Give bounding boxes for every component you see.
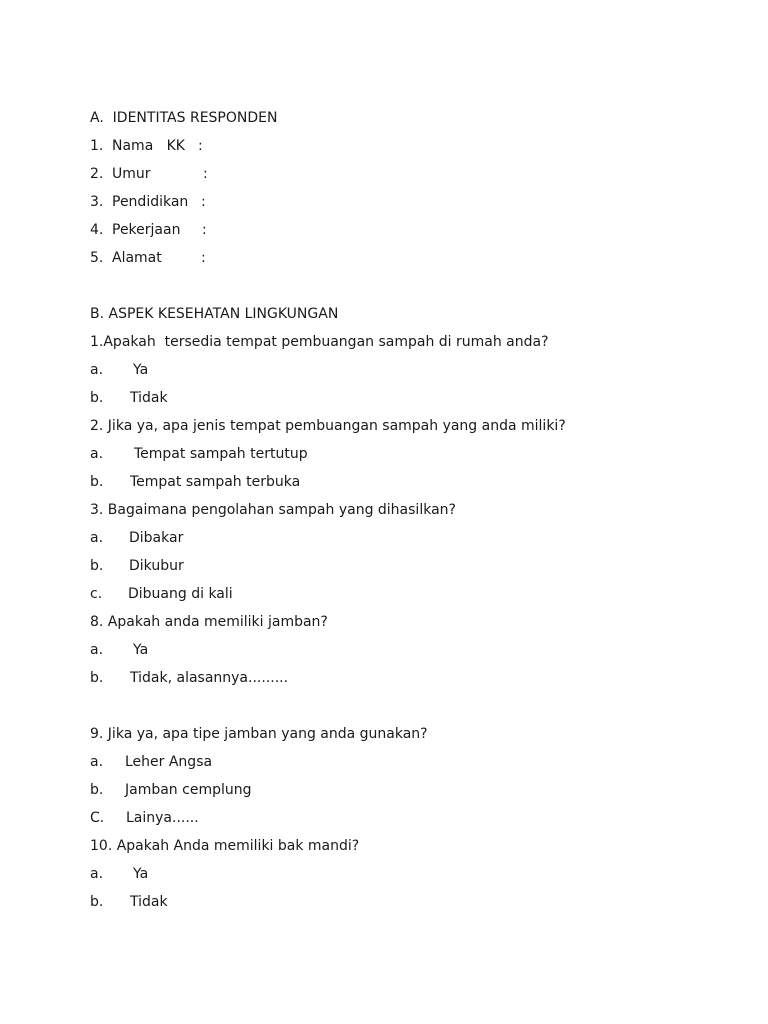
option-item bbox=[90, 444, 390, 464]
option-text: Tempat sampah tertutup bbox=[134, 446, 308, 462]
field-colon: : bbox=[198, 138, 203, 154]
option-item bbox=[90, 360, 290, 380]
option-item bbox=[90, 668, 340, 688]
section-b-heading: B. ASPEK KESEHATAN LINGKUNGAN bbox=[90, 306, 339, 322]
option-letter: a. bbox=[90, 530, 104, 546]
field-nama-kk bbox=[90, 136, 290, 156]
field-label: Umur bbox=[112, 166, 151, 182]
option-text: Jamban cemplung bbox=[125, 782, 252, 798]
option-item bbox=[90, 388, 290, 408]
field-label: Alamat bbox=[112, 250, 162, 266]
option-text: Ya bbox=[133, 362, 149, 378]
field-pendidikan bbox=[90, 192, 290, 212]
option-letter: b. bbox=[90, 782, 104, 798]
option-letter: a. bbox=[90, 866, 104, 882]
field-alamat bbox=[90, 248, 290, 268]
option-item bbox=[90, 640, 340, 660]
option-item bbox=[90, 472, 390, 492]
field-umur bbox=[90, 164, 290, 184]
option-letter: a. bbox=[90, 446, 104, 462]
option-letter: b. bbox=[90, 670, 104, 686]
option-letter: a. bbox=[90, 642, 104, 658]
question-9-text: 9. Jika ya, apa tipe jamban yang anda gunakan? bbox=[90, 726, 428, 742]
field-label: Nama KK bbox=[112, 138, 185, 154]
option-text: Tidak bbox=[130, 894, 168, 910]
option-item bbox=[90, 780, 340, 800]
option-text: Tidak, alasannya......... bbox=[130, 670, 289, 686]
option-item bbox=[90, 752, 340, 772]
field-number: 5. bbox=[90, 250, 104, 266]
option-item bbox=[90, 892, 290, 912]
option-letter: b. bbox=[90, 390, 104, 406]
question-3-text: 3. Bagaimana pengolahan sampah yang dihasilkan? bbox=[90, 502, 456, 518]
option-item bbox=[90, 556, 340, 576]
field-colon: : bbox=[202, 222, 207, 238]
option-text: Ya bbox=[133, 866, 149, 882]
option-text: Dibakar bbox=[129, 530, 184, 546]
field-colon: : bbox=[203, 166, 208, 182]
option-letter: a. bbox=[90, 754, 104, 770]
option-text: Lainya...... bbox=[126, 810, 199, 826]
field-colon: : bbox=[201, 250, 206, 266]
option-item bbox=[90, 528, 340, 548]
field-number: 4. bbox=[90, 222, 104, 238]
option-text: Leher Angsa bbox=[125, 754, 213, 770]
option-text: Tidak bbox=[130, 390, 168, 406]
field-label: Pendidikan bbox=[112, 194, 189, 210]
question-10-text: 10. Apakah Anda memiliki bak mandi? bbox=[90, 838, 360, 854]
option-letter: c. bbox=[90, 586, 103, 602]
field-number: 3. bbox=[90, 194, 104, 210]
section-a-heading: A. IDENTITAS RESPONDEN bbox=[90, 110, 278, 126]
option-item bbox=[90, 584, 340, 604]
option-text: Tempat sampah terbuka bbox=[130, 474, 301, 490]
option-item bbox=[90, 808, 340, 828]
field-colon: : bbox=[201, 194, 206, 210]
option-letter: C. bbox=[90, 810, 105, 826]
option-letter: b. bbox=[90, 894, 104, 910]
option-item bbox=[90, 864, 290, 884]
option-text: Dibuang di kali bbox=[128, 586, 233, 602]
field-number: 2. bbox=[90, 166, 104, 182]
field-number: 1. bbox=[90, 138, 104, 154]
option-letter: b. bbox=[90, 474, 104, 490]
question-8-text: 8. Apakah anda memiliki jamban? bbox=[90, 614, 328, 630]
option-text: Dikubur bbox=[129, 558, 184, 574]
option-letter: a. bbox=[90, 362, 104, 378]
question-2-text: 2. Jika ya, apa jenis tempat pembuangan sampah yang anda miliki? bbox=[90, 418, 566, 434]
option-text: Ya bbox=[133, 642, 149, 658]
field-pekerjaan bbox=[90, 220, 290, 240]
option-letter: b. bbox=[90, 558, 104, 574]
question-1-text: 1.Apakah tersedia tempat pembuangan sampah di rumah anda? bbox=[90, 334, 549, 350]
field-label: Pekerjaan bbox=[112, 222, 181, 238]
